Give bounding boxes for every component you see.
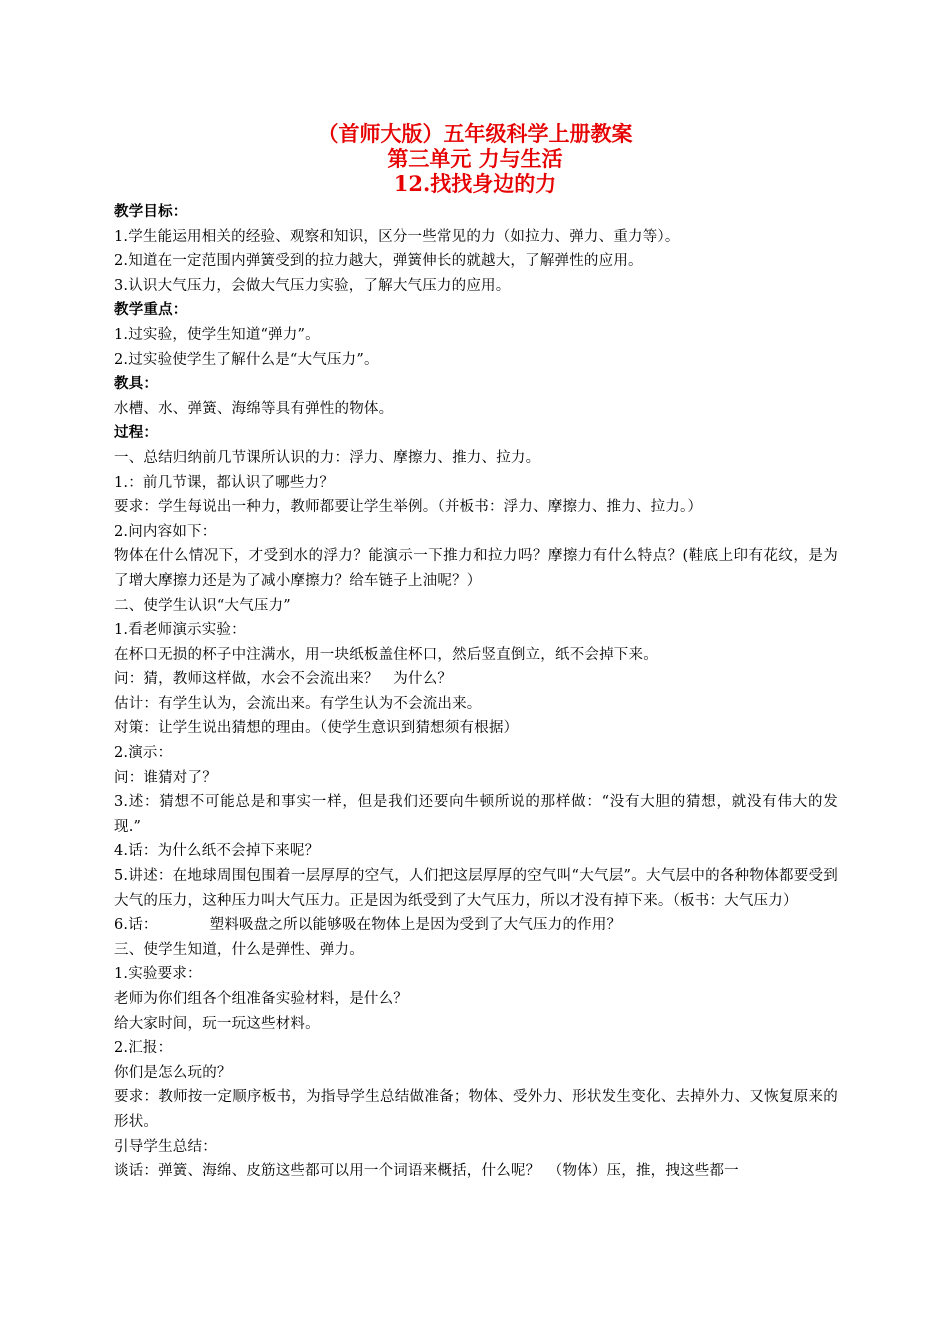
process-line: 4.话：为什么纸不会掉下来呢？: [114, 843, 320, 860]
process-line: 估计：有学生认为，会流出来。有学生认为不会流出来。: [114, 695, 482, 712]
process-line: 引导学生总结：: [114, 1138, 217, 1155]
process-line: 一、总结归纳前几节课所认识的力：浮力、摩擦力、推力、拉力。: [114, 449, 541, 466]
process-line: 2.问内容如下：: [114, 523, 217, 540]
process-line-6: [114, 913, 838, 938]
process-line: 你们是怎么玩的？: [114, 1064, 232, 1081]
key-points-heading: 教学重点：: [114, 302, 188, 319]
process-paragraph: 5.讲述：在地球周围包围着一层厚厚的空气，人们把这层厚厚的空气叫“大气层”。大气层中的各种物体都要受到大气的压力，这种压力叫大气压力。正是因为纸受到了大气压力，所以才没有掉下来。（板书：大气压力）: [114, 868, 838, 909]
process-line: 在杯口无损的杯子中注满水，用一块纸板盖住杯口，然后竖直倒立，纸不会掉下来。: [114, 646, 658, 663]
process-line: 问：猜，教师这样做，水会不会流出来？ 为什么？: [114, 671, 453, 688]
objectives-heading: 教学目标：: [114, 204, 188, 220]
process-line: 2.演示：: [114, 745, 173, 762]
title-lesson: 12.找找身边的力: [393, 171, 557, 196]
objective-item: 1.学生能运用相关的经验、观察和知识，区分一些常见的力（如拉力、弹力、重力等）。: [114, 228, 680, 245]
process-paragraph: 要求：教师按一定顺序板书，为指导学生总结做准备；物体、受外力、形状发生变化、去掉外力、又恢复原来的形状。: [114, 1089, 838, 1130]
title-unit: 第三单元 力与生活: [387, 146, 563, 171]
process-line: 2.汇报：: [114, 1040, 173, 1057]
key-point-item: 1.过实验，使学生知道“弹力”。: [114, 326, 320, 343]
objective-item: 3.认识大气压力，会做大气压力实验，了解大气压力的应用。: [114, 277, 511, 294]
objective-item: 2.知道在一定范围内弹簧受到的拉力越大，弹簧伸长的就越大，了解弹性的应用。: [114, 253, 643, 270]
process-line: 问：谁猜对了？: [114, 769, 217, 786]
process-line: 谈话：弹簧、海绵、皮筋这些都可以用一个词语来概括，什么呢？ （物体）压，推，拽这些都一: [114, 1163, 739, 1180]
process-line: 对策：让学生说出猜想的理由。（使学生意识到猜想须有根据）: [114, 720, 519, 737]
process-line: 给大家时间，玩一玩这些材料。: [114, 1015, 320, 1032]
process-line: 1.：前几节课，都认识了哪些力？: [114, 474, 335, 491]
process-line: 1.看老师演示实验：: [114, 622, 246, 639]
process-line: 老师为你们组各个组准备实验材料，是什么？: [114, 991, 408, 1007]
tools-text: 水槽、水、弹簧、海绵等具有弹性的物体。: [114, 400, 394, 417]
process-heading: 过程：: [114, 425, 159, 442]
process-line: 要求：学生每说出一种力，教师都要让学生举例。（并板书：浮力、摩擦力、推力、拉力。）: [114, 499, 703, 516]
process-paragraph: 3.述：猜想不可能总是和事实一样，但是我们还要向牛顿所说的那样做：“没有大胆的猜想，就没有伟大的发现.”: [114, 794, 838, 835]
process-line-6-label: 6.话：: [114, 917, 158, 934]
process-line: 三、使学生知道，什么是弹性、弹力。: [114, 941, 364, 958]
process-line-6-text: 塑料吸盘之所以能够吸在物体上是因为受到了大气压力的作用？: [209, 917, 622, 934]
process-line: 二、使学生认识“大气压力”: [114, 597, 291, 614]
lesson-body: [114, 200, 838, 1184]
title-series: （首师大版）五年级科学上册教案: [317, 121, 633, 146]
tools-heading: 教具：: [114, 376, 159, 393]
title-block: [0, 121, 950, 196]
process-paragraph: 物体在什么情况下，才受到水的浮力？能演示一下推力和拉力吗？摩擦力有什么特点？(鞋底上印有花纹，是为了增大摩擦力还是为了减小摩擦力？给车链子上油呢？）: [114, 548, 838, 589]
key-point-item: 2.过实验使学生了解什么是“大气压力”。: [114, 351, 379, 368]
process-line: 1.实验要求：: [114, 966, 202, 983]
